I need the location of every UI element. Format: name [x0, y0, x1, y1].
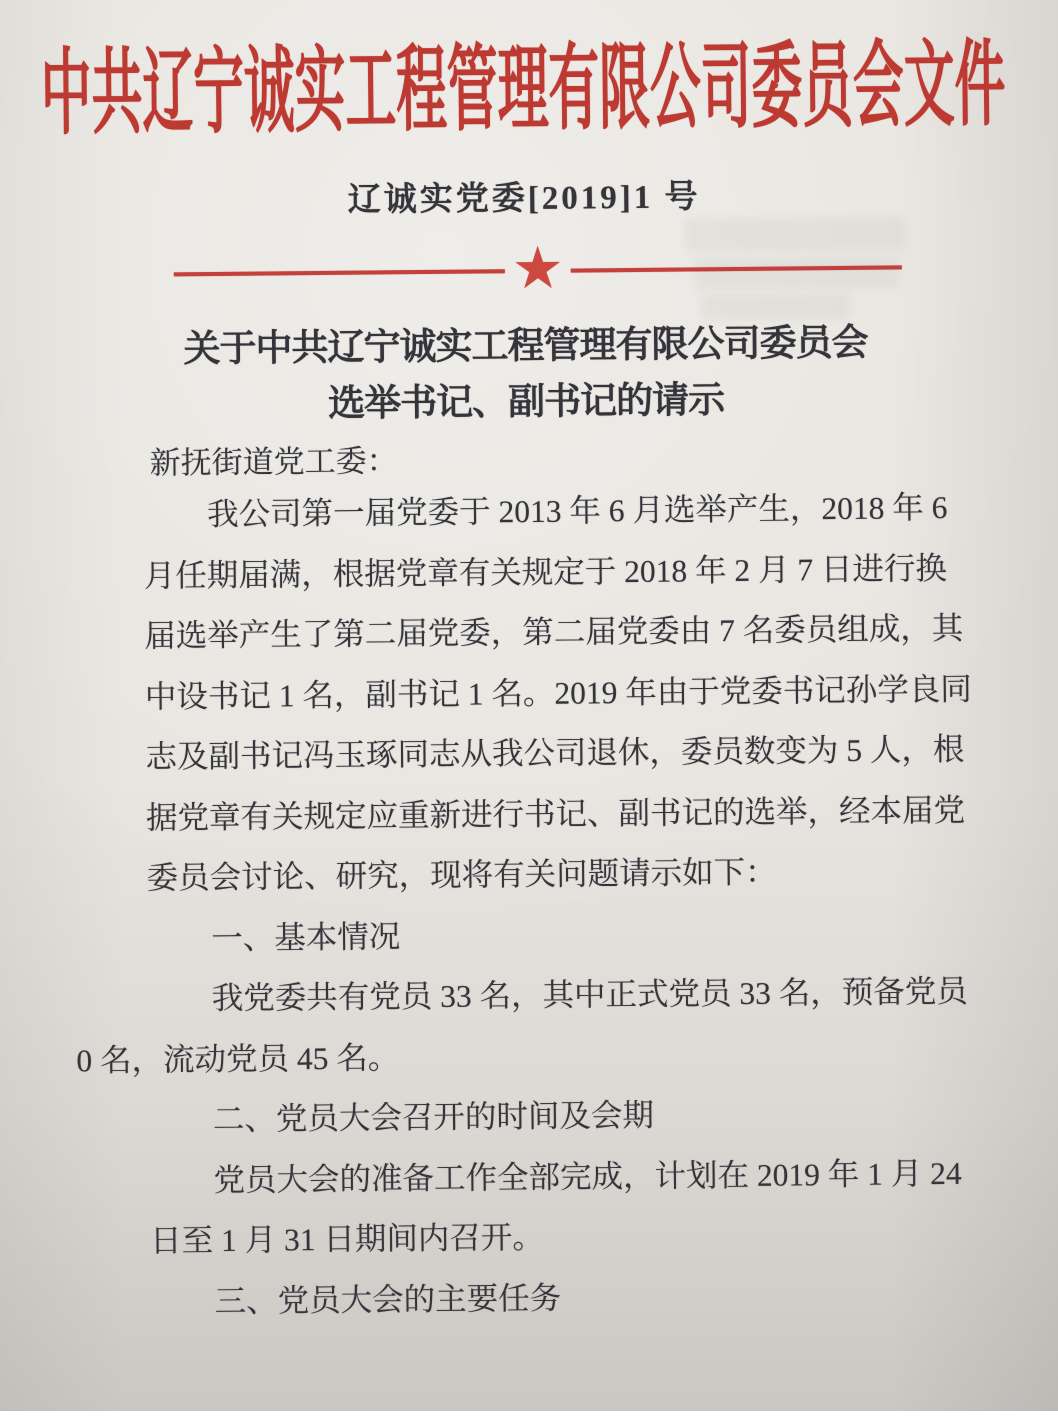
body-line: 我公司第一届党委于 2013 年 6 月选举产生，2018 年 6 — [206, 489, 948, 533]
body-line: 我党委共有党员 33 名，其中正式党员 33 名，预备党员 — [211, 973, 968, 1017]
body-line-section-3: 三、党员大会的主要任务 — [214, 1280, 562, 1319]
document-number: 辽诚实党委[2019]1 号 — [347, 179, 701, 219]
body-line-section-1: 一、基本情况 — [211, 918, 401, 956]
document-header-title: 中共辽宁诚实工程管理有限公司委员会文件 — [40, 33, 1006, 147]
star-icon: ★ — [511, 233, 565, 303]
document-title-line1: 关于中共辽宁诚实工程管理有限公司委员会 — [183, 321, 868, 370]
body-line: 据党章有关规定应重新进行书记、副书记的选举，经本届党 — [145, 792, 966, 836]
body-line: 委员会讨论、研究，现将有关问题请示如下： — [146, 854, 777, 896]
salutation: 新抚街道党工委： — [149, 443, 398, 481]
document-body — [76, 478, 972, 1333]
body-line-section-2: 二、党员大会召开的时间及会期 — [212, 1097, 655, 1138]
body-line: 党员大会的准备工作全部完成，计划在 2019 年 1 月 24 — [213, 1155, 962, 1198]
body-line: 志及副书记冯玉琢同志从我公司退休，委员数变为 5 人，根 — [145, 731, 965, 775]
body-line: 0 名，流动党员 45 名。 — [76, 1039, 400, 1078]
document-title-line2: 选举书记、副书记的请示 — [327, 379, 725, 424]
body-line: 日至 1 月 31 日期间内召开。 — [149, 1219, 545, 1259]
body-line: 月任期届满，根据党章有关规定于 2018 年 2 月 7 日进行换 — [143, 550, 948, 594]
body-line: 中设书记 1 名，副书记 1 名。2019 年由于党委书记孙学良同 — [144, 671, 972, 715]
divider-line-left — [174, 269, 505, 276]
body-line: 届选举产生了第二届党委，第二届党委由 7 名委员组成，其 — [144, 610, 964, 654]
divider-line-right — [571, 265, 902, 272]
header-divider — [174, 233, 903, 303]
